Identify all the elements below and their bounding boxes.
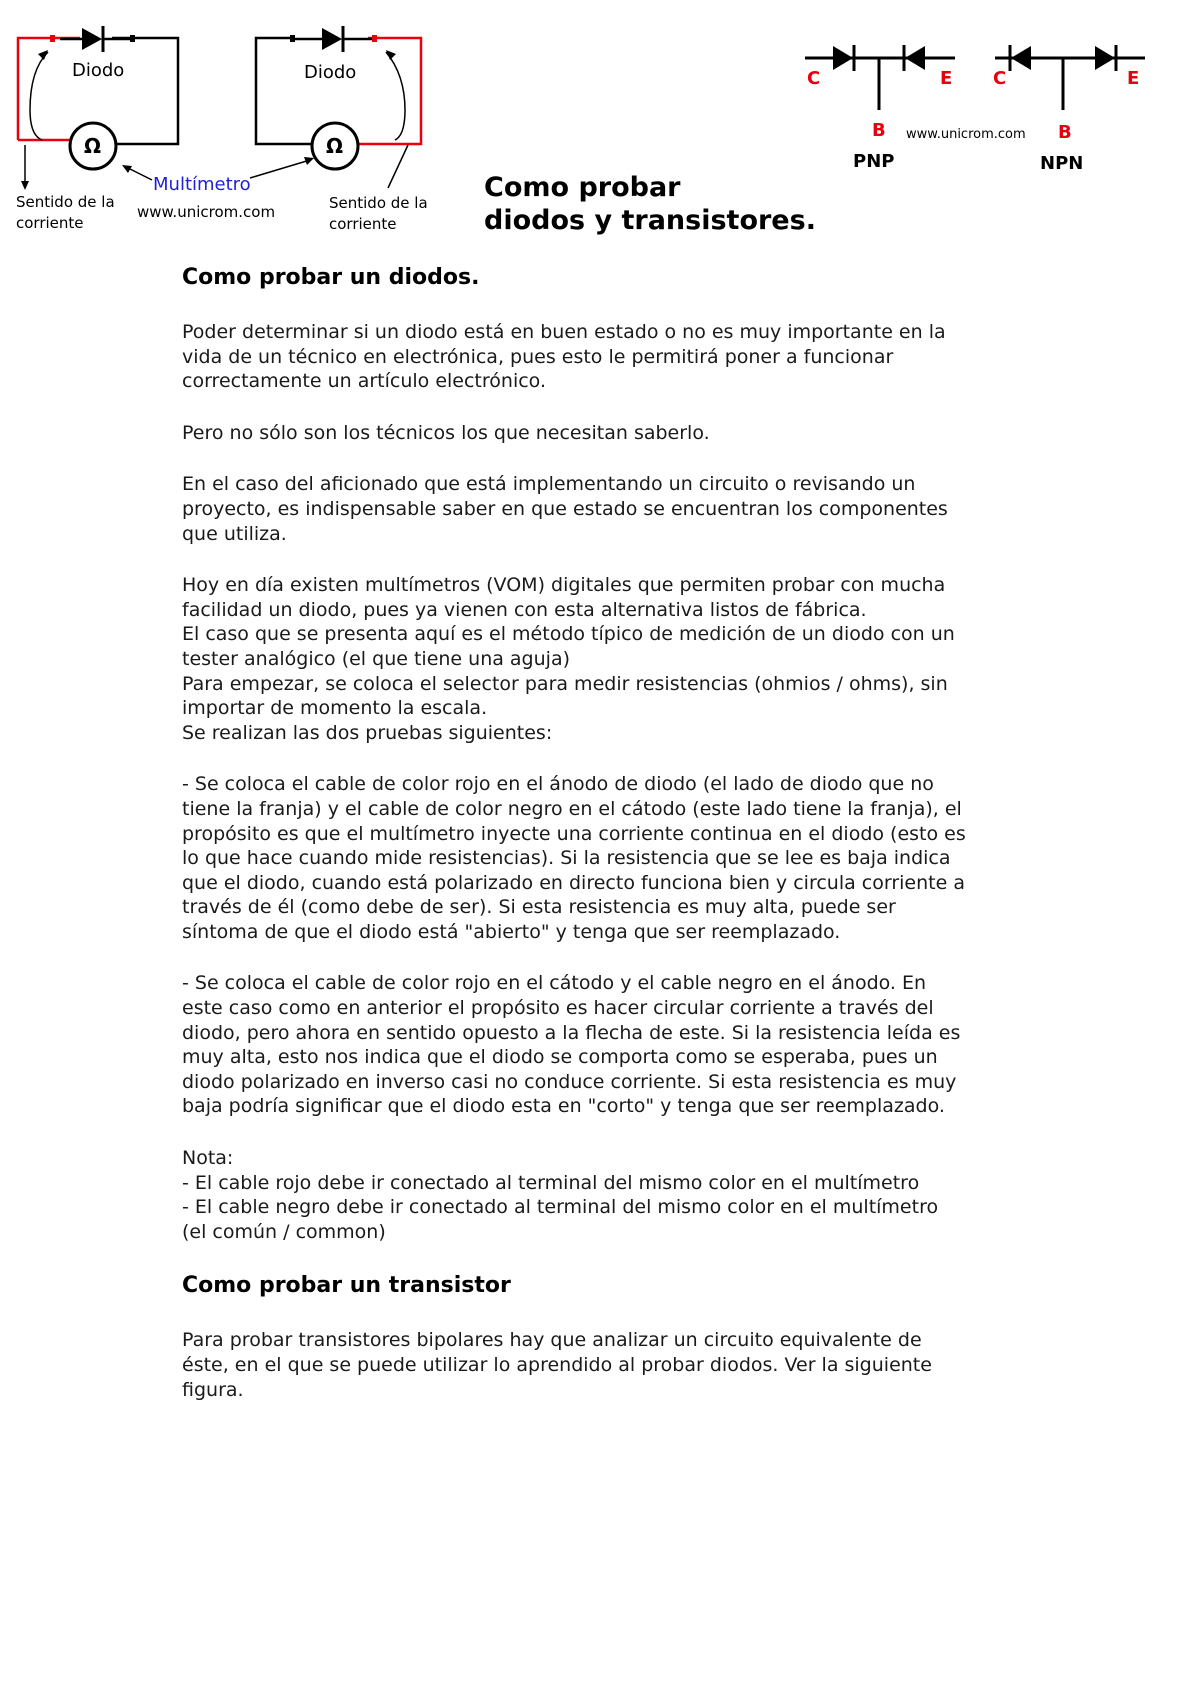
red-terminal — [50, 35, 55, 42]
multimeter-label: Multímetro — [153, 174, 251, 195]
diode-symbol-left — [82, 28, 102, 50]
pointer-arrow-icon — [304, 157, 314, 165]
diode-symbol — [833, 46, 853, 70]
black-terminal-right — [290, 35, 295, 42]
current-direction-label-right-line1: Sentido de la — [329, 194, 428, 212]
ohm-icon: Ω — [84, 134, 102, 158]
red-terminal-right — [372, 35, 377, 42]
diode-label-right: Diodo — [304, 62, 357, 83]
transistor-equivalent-figure — [795, 28, 1155, 178]
arrow-down-icon — [21, 181, 29, 190]
ohm-icon: Ω — [326, 134, 344, 158]
paragraph: Poder determinar si un diodo está en buen estado o no es muy importante en la vida de un técnico en electrónica, pues esto le permitirá poner a funcionar correctamente un artículo electrónico. — [182, 321, 946, 393]
npn-base-label: B — [1058, 122, 1072, 143]
npn-label: NPN — [1040, 153, 1084, 174]
pnp-emitter-label: E — [940, 68, 953, 89]
paragraph: - Se coloca el cable de color rojo en el ánodo de diodo (el lado de diodo que no tiene la franja) y el cable de color negro en el cátodo (este lado tiene la franja), el propósito es que el multímetro inyecte una corriente continua en el diodo (esto es lo que hace cuando mide resistencias). Si la resistencia que se lee es baja indica que el diodo, cuando está polarizado en directo funciona bien y circula corriente a través de él (como debe de ser). Si esta resistencia es muy alta, puede ser síntoma de que el diodo está "abierto" y tenga que ser reemplazado. — [182, 773, 966, 943]
paragraph: En el caso del aficionado que está implementando un circuito o revisando un proyecto, es indispensable saber en que estado se encuentran los componentes que utiliza. — [182, 473, 948, 545]
npn-emitter-label: E — [1127, 68, 1140, 89]
paragraph: - Se coloca el cable de color rojo en el cátodo y el cable negro en el ánodo. En este caso como en anterior el propósito es hacer circular corriente a través del diodo, pero ahora en sentido opuesto a la flecha de este. Si la resistencia leída es muy alta, esto nos indica que el diodo se comporta como se esperaba, pues un diodo polarizado en inverso casi no conduce corriente. Si esta resistencia es muy baja podría significar que el diodo esta en "corto" y tenga que ser reemplazado. — [182, 972, 961, 1118]
diode-symbol — [905, 46, 925, 70]
page-title: Como probar diodos y transistores. — [484, 172, 816, 236]
paragraph: Hoy en día existen multímetros (VOM) digitales que permiten probar con mucha facilidad un diodo, pues ya vienen con esta alternativa listos de fábrica. El caso que se presenta aquí es el método típico de medición de un diodo con un tester analógico (el que tiene una aguja) Para empezar, se coloca el selector para medir resistencias (ohmios / ohms), sin importar de momento la escala. Se realizan las dos pruebas siguientes: — [182, 574, 955, 744]
red-wire — [18, 38, 80, 140]
black-wire — [112, 38, 178, 144]
current-direction-label-left-line1: Sentido de la — [16, 193, 115, 211]
black-wire-right — [256, 38, 314, 144]
section-heading-transistor: Como probar un transistor — [182, 1273, 511, 1299]
note-paragraph: Nota: - El cable rojo debe ir conectado al terminal del mismo color en el multímetro - El cable negro debe ir conectado al terminal del mismo color en el multímetro (el común / common) — [182, 1147, 939, 1243]
paragraph: Pero no sólo son los técnicos los que necesitan saberlo. — [182, 421, 710, 444]
npn-equivalent — [993, 45, 1145, 174]
diode-symbol — [1011, 46, 1031, 70]
black-terminal — [130, 35, 135, 42]
section-heading-diodes: Como probar un diodos. — [182, 265, 480, 290]
article-body — [182, 263, 1062, 1429]
website-label: www.unicrom.com — [137, 203, 276, 221]
diode-test-circuit-figure — [0, 0, 440, 240]
current-direction-label-right-line2: corriente — [329, 215, 397, 233]
reverse-bias-circuit — [256, 26, 421, 188]
forward-bias-circuit — [18, 26, 178, 190]
npn-collector-label: C — [993, 68, 1007, 89]
pnp-collector-label: C — [807, 68, 821, 89]
current-direction-label-left-line2: corriente — [16, 214, 84, 232]
diode-symbol-right — [322, 28, 342, 50]
pnp-label: PNP — [853, 151, 895, 172]
website-label: www.unicrom.com — [906, 127, 1026, 142]
diode-symbol — [1095, 46, 1115, 70]
diode-label-left: Diodo — [72, 60, 125, 81]
pnp-equivalent — [805, 45, 955, 172]
current-arrow-icon — [38, 50, 48, 60]
paragraph: Para probar transistores bipolares hay que analizar un circuito equivalente de éste, en el que se puede utilizar lo aprendido al probar diodos. Ver la siguiente figura. — [182, 1329, 932, 1401]
pnp-base-label: B — [872, 120, 886, 141]
